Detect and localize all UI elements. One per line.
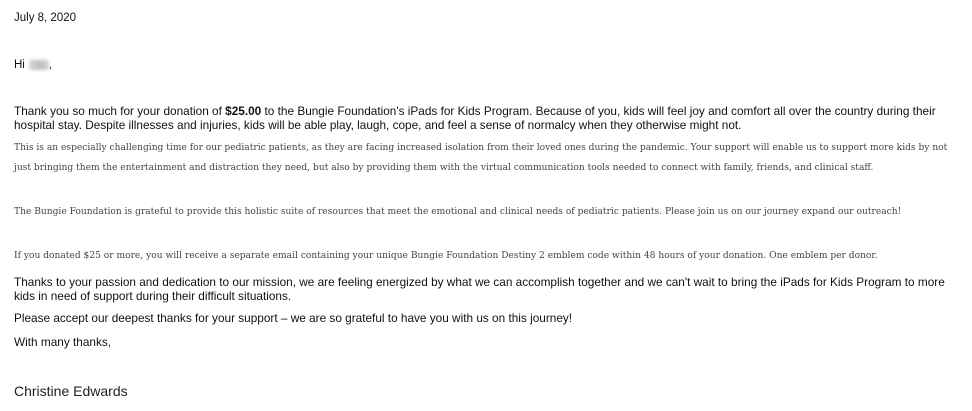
signature-name: Christine Edwards — [14, 383, 128, 399]
paragraph-thanks: Please accept our deepest thanks for your support – we are so grateful to have you with us on this journey! — [14, 311, 573, 325]
greeting — [14, 59, 52, 71]
p1-after: to the Bungie Foundation's iPads for Kids Program. Because of you, kids will feel joy and comfort all over the country during their hospital stay. Despite illnesses and injuries, kids will be able play, laugh, cope, and feel a sense of normalcy when they otherwise might not. — [14, 104, 936, 132]
redacted-recipient-name — [29, 60, 49, 70]
paragraph-pandemic: This is an especially challenging time for our pediatric patients, as they are facing increased isolation from their loved ones during the pandemic. Your support will enable us to support more kids by not just bringing them the entertainment and distraction they need, but also by providing them with the virtual communication tools needed to connect with family, friends, and clinical staff. — [14, 143, 948, 173]
p1-before: Thank you so much for your donation of — [14, 104, 226, 118]
paragraph-thank-you — [14, 104, 964, 132]
letter-date: July 8, 2020 — [14, 12, 77, 24]
greeting-suffix: , — [48, 59, 53, 71]
paragraph-foundation: The Bungie Foundation is grateful to provide this holistic suite of resources that meet the emotional and clinical needs of pediatric patients. Please join us on our journey expand our outreach! — [14, 207, 902, 217]
paragraph-emblem: If you donated $25 or more, you will receive a separate email containing your unique Bungie Foundation Destiny 2 emblem code within 48 hours of your donation. One emblem per donor. — [14, 251, 878, 261]
donation-amount: $25.00 — [225, 104, 262, 118]
paragraph-passion: Thanks to your passion and dedication to our mission, we are feeling energized by what we can accomplish together and we can't wait to bring the iPads for Kids Program to more kids in need of support during their difficult situations. — [14, 275, 945, 303]
greeting-prefix: Hi — [14, 59, 25, 71]
closing-line: With many thanks, — [14, 335, 112, 349]
